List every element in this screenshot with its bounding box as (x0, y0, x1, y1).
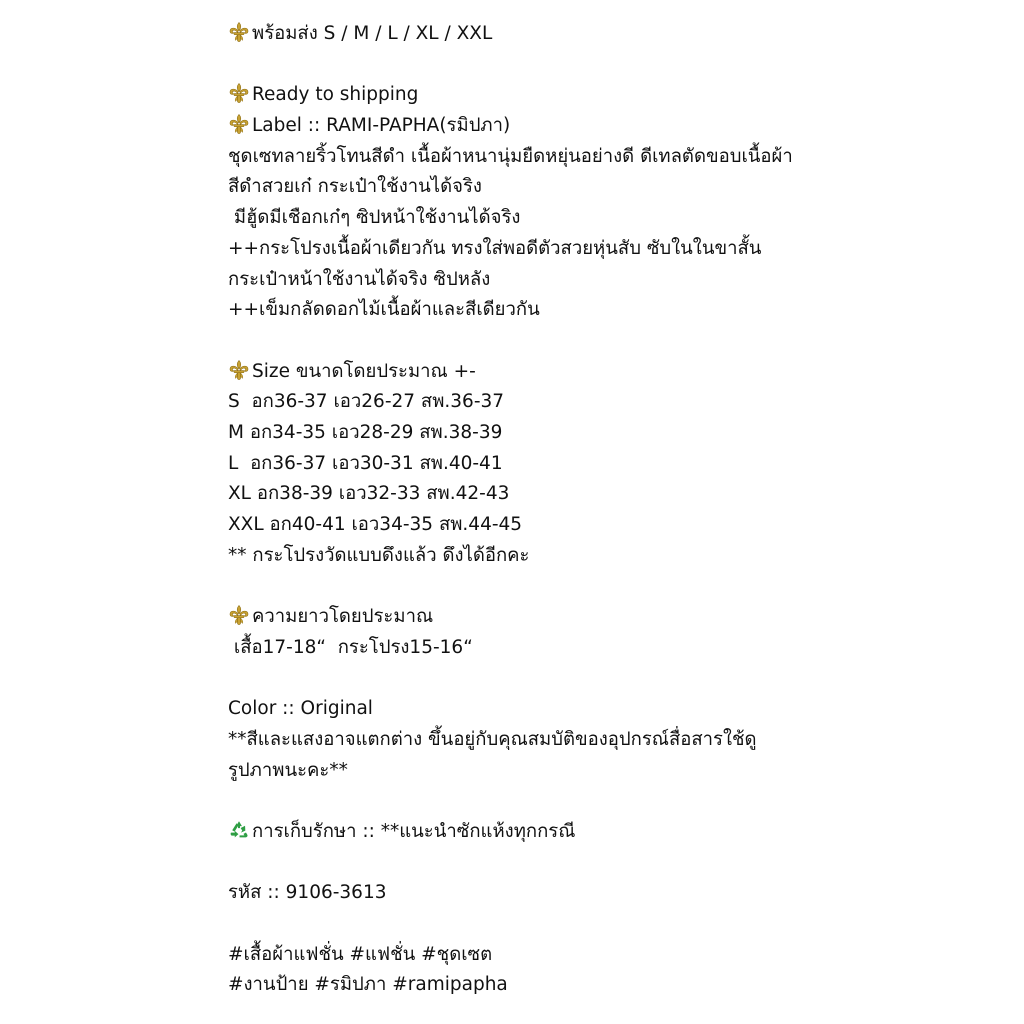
spacer (228, 909, 1008, 940)
spacer (228, 786, 1008, 817)
color-note-line-2: รูปภาพนะคะ** (228, 759, 348, 781)
fleur-de-lis-icon (228, 82, 250, 104)
hashtags-line-1: #เสื้อผ้าแฟชั่น #แฟชั่น #ชุดเซต (228, 943, 493, 965)
size-note: ** กระโปรงวัดแบบดึงแล้ว ดึงได้อีกคะ (228, 544, 530, 566)
label-line: Label :: RAMI-PAPHA(รมิปภา) (228, 111, 1008, 142)
description-line-5: กระเป๋าหน้าใช้งานได้จริง ซิปหลัง (228, 268, 491, 290)
recycle-icon (228, 819, 250, 841)
care-line: การเก็บรักษา :: **แนะนำซักแห้งทุกกรณี (228, 817, 1008, 848)
color-note-line-1: **สีและแสงอาจแตกต่าง ขึ้นอยู่กับคุณสมบัติของอุปกรณ์สื่อสารใช้ดู (228, 728, 757, 750)
spacer (228, 663, 1008, 694)
size-row-m: M อก34-35 เอว28-29 สพ.38-39 (228, 421, 503, 443)
product-description (228, 19, 1008, 1001)
hashtags-line-2: #งานป้าย #รมิปภา #ramipapha (228, 974, 508, 996)
product-code: รหัส :: 9106-3613 (228, 882, 387, 904)
size-row-s: S อก36-37 เอว26-27 สพ.36-37 (228, 391, 505, 413)
description-line-2: สีดำสวยเก๋ กระเป๋าใช้งานได้จริง (228, 176, 482, 198)
description-line-6: ++เข็มกลัดดอกไม้เนื้อผ้าและสีเดียวกัน (228, 299, 540, 321)
description-line-4: ++กระโปรงเนื้อผ้าเดียวกัน ทรงใส่พอดีตัวสวยหุ่นสับ ซับในในขาสั้น (228, 237, 762, 259)
fleur-de-lis-icon (228, 113, 250, 135)
size-row-xl: XL อก38-39 เอว32-33 สพ.42-43 (228, 483, 510, 505)
length-values: เสื้อ17-18“ กระโปรง15-16“ (228, 636, 473, 658)
ready-shipping-line: Ready to shipping (228, 80, 1008, 111)
description-line-1: ชุดเซทลายริ้วโทนสีดำ เนื้อผ้าหนานุ่มยืดหยุ่นอย่างดี ดีเทลตัดขอบเนื้อผ้า (228, 145, 793, 167)
spacer (228, 848, 1008, 879)
fleur-de-lis-icon (228, 604, 250, 626)
length-heading: ความยาวโดยประมาณ (228, 602, 1008, 633)
size-heading: Size ขนาดโดยประมาณ +- (228, 357, 1008, 388)
spacer (228, 50, 1008, 81)
spacer (228, 571, 1008, 602)
ready-sizes-line: พร้อมส่ง S / M / L / XL / XXL (228, 19, 1008, 50)
color-line: Color :: Original (228, 698, 373, 720)
size-row-l: L อก36-37 เอว30-31 สพ.40-41 (228, 452, 503, 474)
spacer (228, 326, 1008, 357)
fleur-de-lis-icon (228, 21, 250, 43)
fleur-de-lis-icon (228, 359, 250, 381)
size-row-xxl: XXL อก40-41 เอว34-35 สพ.44-45 (228, 514, 523, 535)
description-line-3: มีฮู้ดมีเชือกเก๋ๆ ซิปหน้าใช้งานได้จริง (228, 207, 521, 229)
